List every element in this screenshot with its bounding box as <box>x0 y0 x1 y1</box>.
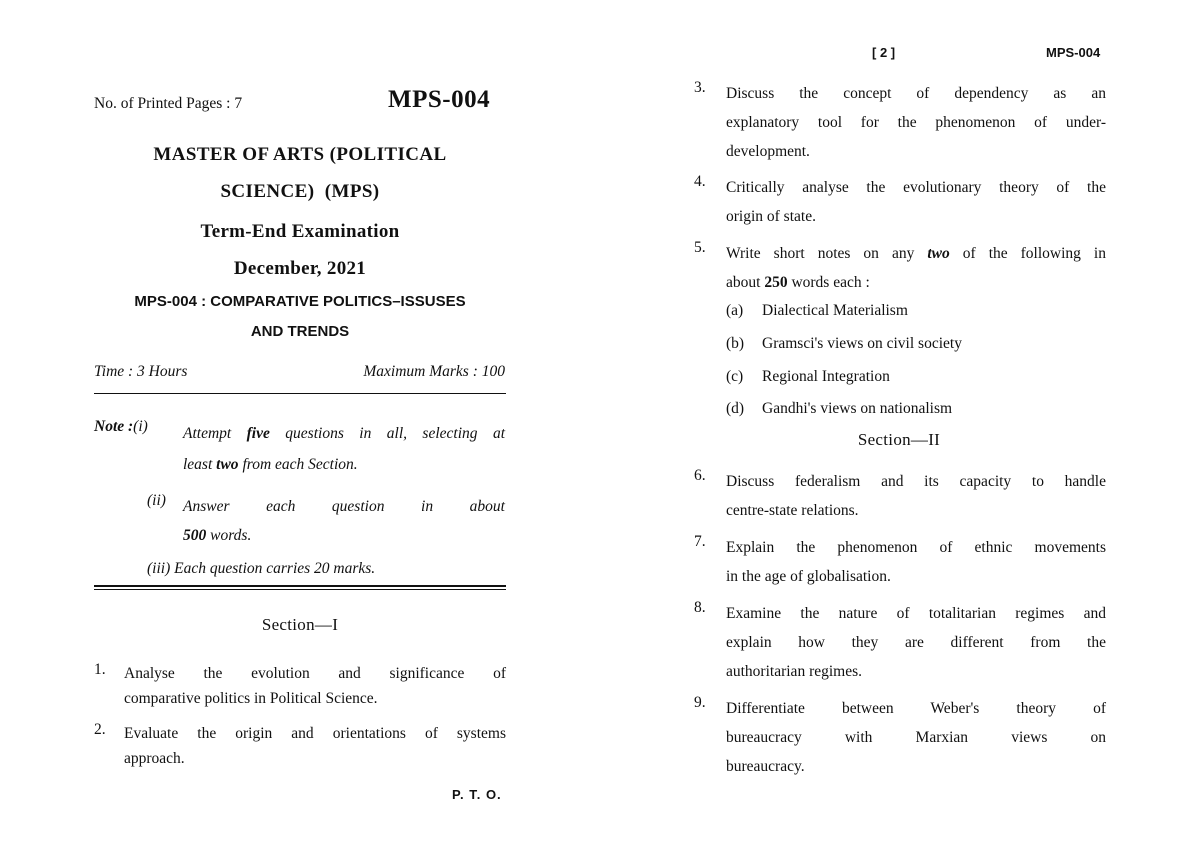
left-page: No. of Printed Pages : 7 MPS-004 MASTER OF ARTS (POLITICAL SCIENCE) (MPS) Term-End Examination December, 2021 MPS-004 : COMPARATIVE POLITICS–ISSUSES AND TRENDS Time : 3 Hours Maximum Marks : 100 Note :(i) Attempt five questions in all, selecting at least two from each Section. (ii) Answer each question in about 500 words. (iii) Each question carries 20 marks. Section—I 1. Analyse the evolution and significance of comparative politics in Political Science. 2. Evaluate the origin and orientations of systems approach. P. T. O. <box>94 86 506 802</box>
note-label: Note :(i) <box>94 418 148 435</box>
programme-title-line2: SCIENCE) (MPS) <box>220 181 380 202</box>
printed-pages: No. of Printed Pages : 7 <box>94 95 243 112</box>
programme-title-line1: MASTER OF ARTS (POLITICAL <box>153 144 447 165</box>
note-item-2: Answer each question in about 500 words. <box>183 498 505 544</box>
divider-thick <box>94 585 506 587</box>
header-paper-code: MPS-004 <box>1046 45 1101 60</box>
right-page: [ 2 ] MPS-004 3. Discuss the concept of dependency as an explanatory tool for the phenomenon of under- development. 4. Critically analyse the evolutionary theory of the origin of state. 5. Write short notes on any two of the following in about 250 words each : (a) Dialectical Materialism (b) Gramsci's views on civil society (c) Regional Integration (d) Gandhi's views on nationalism Section—II 6. Discuss federalism and its capacity to handle centre-state relations. 7. Explain the phenomenon of ethnic movements in the age of globalisation. 8. Examine the nature of totalitarian regimes and explain how they are different from the authoritarian regimes. 9. Differentiate between Weber's theory of bureaucracy with Marxian views on bureaucracy. <box>694 45 1106 775</box>
section-title: Section—I <box>261 615 339 634</box>
course-title-line2: AND TRENDS <box>250 323 350 340</box>
exam-date: December, 2021 <box>233 258 367 279</box>
divider <box>94 393 506 394</box>
maximum-marks: Maximum Marks : 100 <box>363 363 505 380</box>
note-item-3: (iii) Each question carries 20 marks. <box>147 560 376 577</box>
course-title-line1: MPS-004 : COMPARATIVE POLITICS–ISSUSES <box>134 293 466 310</box>
page-number: [ 2 ] <box>872 45 896 60</box>
time-allowed: Time : 3 Hours <box>94 363 188 380</box>
divider-thin <box>94 589 506 590</box>
exam-title: Term-End Examination <box>200 221 400 242</box>
note-item-2-number: (ii) <box>147 492 166 509</box>
section-title: Section—II <box>857 430 941 449</box>
note-item-1: Attempt five questions in all, selecting at least two from each Section. <box>183 425 505 473</box>
paper-code: MPS-004 <box>388 86 491 113</box>
please-turn-over: P. T. O. <box>452 787 502 802</box>
